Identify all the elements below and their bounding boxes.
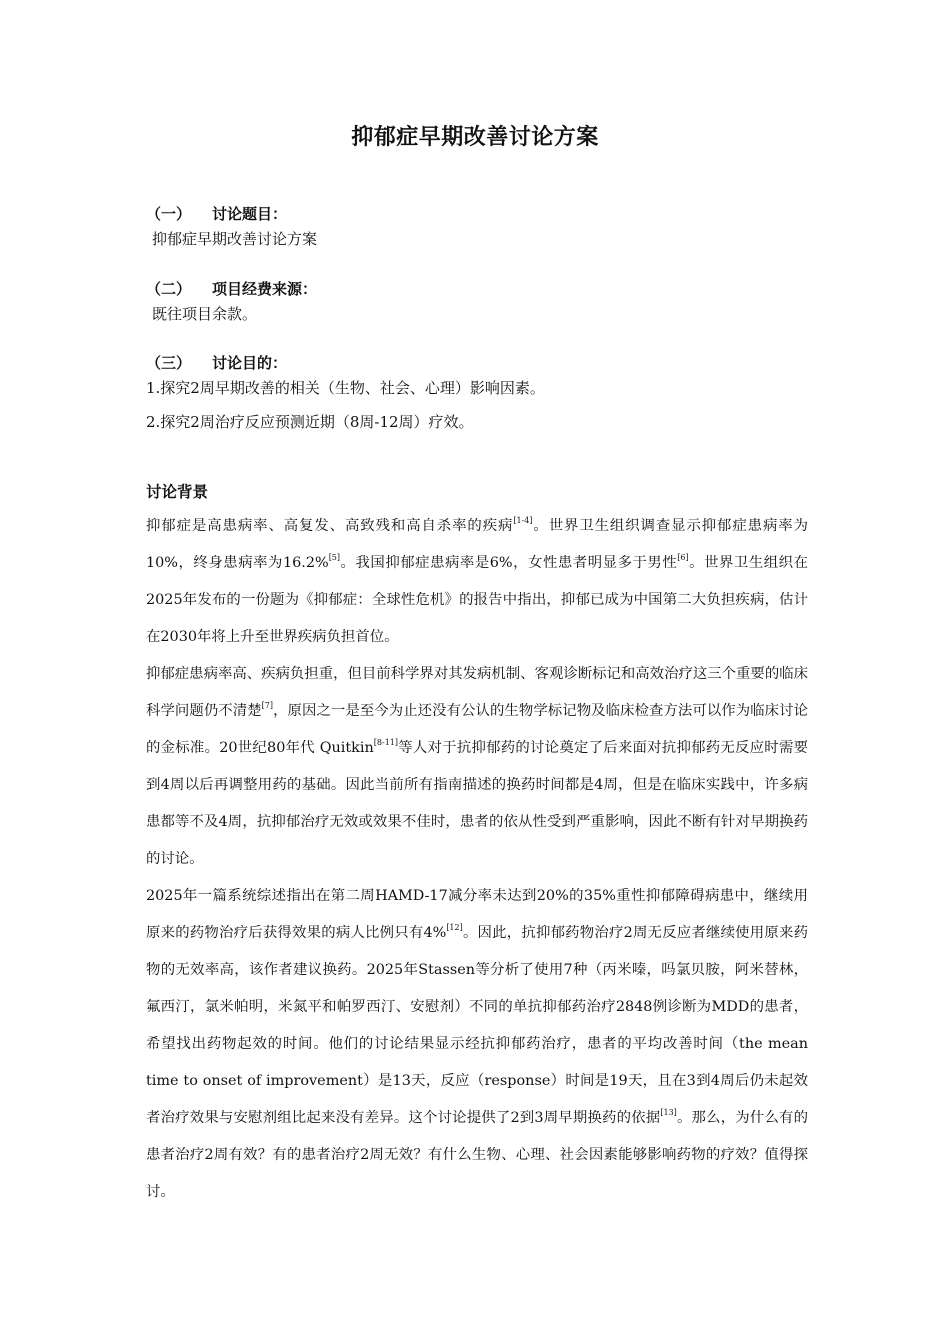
section-3-line-2: 2.探究2周治疗反应预测近期（8周-12周）疗效。: [146, 413, 474, 431]
section-3-heading: [146, 352, 287, 373]
section-2-number: （二）: [146, 280, 192, 298]
section-2-heading: [146, 278, 317, 299]
section-3-number: （三）: [146, 354, 192, 372]
citation-ref: [8-11]: [373, 738, 398, 747]
section-1-number: （一）: [146, 205, 192, 223]
background-paragraph-2: 抑郁症患病率高、疾病负担重，但目前科学界对其发病机制、客观诊断标记和高效治疗这三个重要的临床科学问题仍不清楚[7]，原因之一是至今为止还没有公认的生物学标记物及临床检查方法可以作为临床讨论的金标准。20世纪80年代 Quitkin[8-11]等人对于抗抑郁药的讨论奠定了后来面对抗抑郁药无反应时需要到4周以后再调整用药的基础。因此当前所有指南描述的换药时间都是4周，但是在临床实践中，许多病患都等不及4周，抗抑郁治疗无效或效果不佳时，患者的依从性受到严重影响，因此不断有针对早期换药的讨论。: [146, 666, 808, 867]
section-3-title: 讨论目的：: [212, 354, 288, 372]
section-1-heading: [146, 203, 287, 224]
citation-ref: [12]: [446, 923, 463, 932]
citation-ref: [6]: [677, 553, 689, 562]
section-1-title: 讨论题目：: [212, 205, 288, 223]
citation-ref: [13]: [660, 1108, 677, 1117]
citation-ref: [1-4]: [513, 516, 533, 525]
background-heading: 讨论背景: [146, 483, 209, 501]
section-2-line-1: 既往项目余款。: [152, 305, 258, 323]
section-1-line-1: 抑郁症早期改善讨论方案: [152, 230, 318, 248]
background-body: [146, 508, 808, 1211]
document-title: 抑郁症早期改善讨论方案: [351, 125, 599, 150]
background-paragraph-1: 抑郁症是高患病率、高复发、高致残和高自杀率的疾病[1-4]。世界卫生组织调查显示抑郁症患病率为10%，终身患病率为16.2%[5]。我国抑郁症患病率是6%，女性患者明显多于男性[6]。世界卫生组织在2025年发布的一份题为《抑郁症：全球性危机》的报告中指出，抑郁已成为中国第二大负担疾病，估计在2030年将上升至世界疾病负担首位。: [146, 516, 808, 645]
background-paragraph-3: 2025年一篇系统综述指出在第二周HAMD-17减分率未达到20%的35%重性抑郁障碍病患中，继续用原来的药物治疗后获得效果的病人比例只有4%[12]。因此，抗抑郁药物治疗2周无反应者继续使用原来药物的无效率高，该作者建议换药。2025年Stassen等分析了使用7种（丙米嗪，吗氯贝胺，阿米替林，氟西汀，氯米帕明，米氮平和帕罗西汀、安慰剂）不同的单抗抑郁药治疗2848例诊断为MDD的患者，希望找出药物起效的时间。他们的讨论结果显示经抗抑郁药治疗，患者的平均改善时间（the mean time to onset of improvement）是13天，反应（response）时间是19天，且在3到4周后仍未起效者治疗效果与安慰剂组比起来没有差异。这个讨论提供了2到3周早期换药的依据[13]。那么，为什么有的患者治疗2周有效？有的患者治疗2周无效？有什么生物、心理、社会因素能够影响药物的疗效？值得探讨。: [146, 888, 808, 1200]
citation-ref: [5]: [328, 553, 341, 562]
citation-ref: [7]: [261, 701, 274, 710]
section-3-line-1: 1.探究2周早期改善的相关（生物、社会、心理）影响因素。: [146, 379, 545, 397]
section-2-title: 项目经费来源：: [212, 280, 318, 298]
